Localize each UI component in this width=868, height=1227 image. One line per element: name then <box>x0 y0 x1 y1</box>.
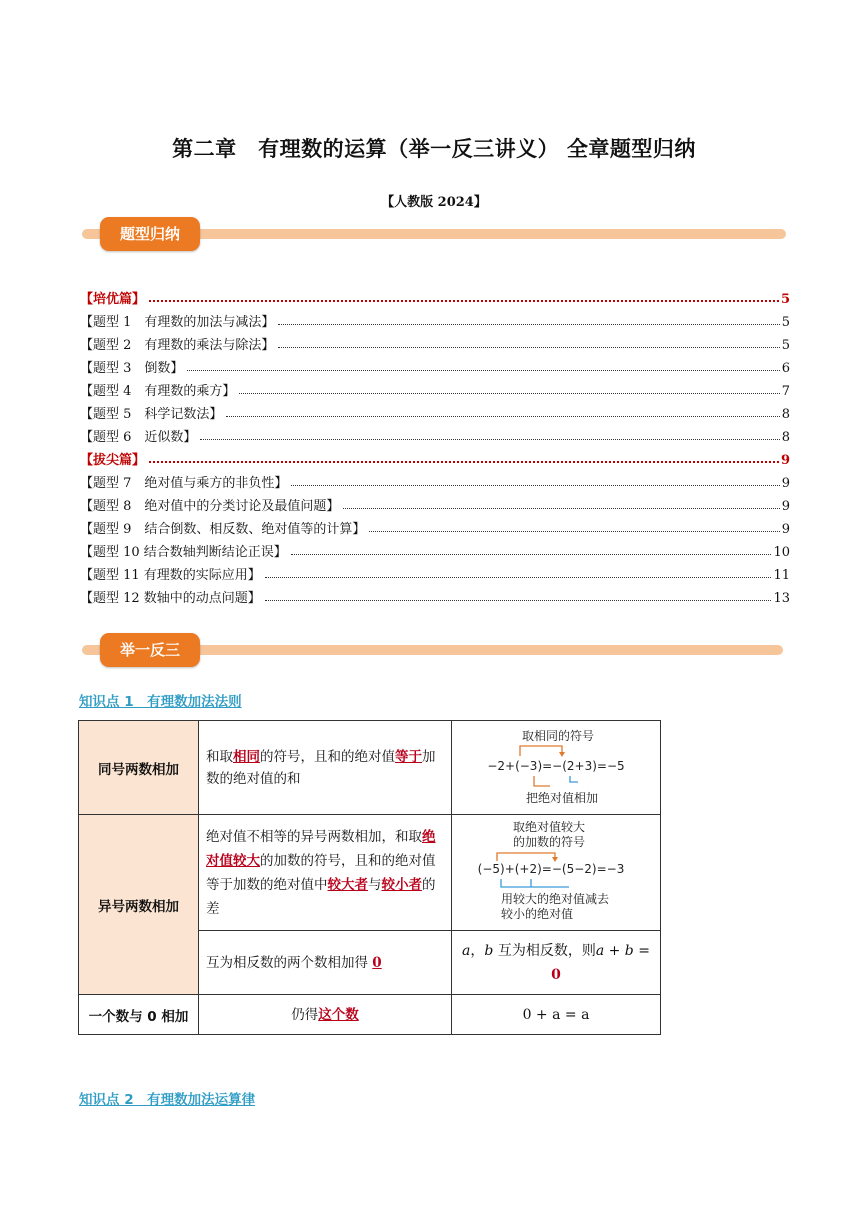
toc-entry-label: 【题型 12 数轴中的动点问题】 <box>80 591 261 606</box>
rule-text: 互为相反数的两个数相加得 0 <box>199 931 452 995</box>
section-tab-question-types: 题型归纳 <box>100 217 200 251</box>
row-head: 异号两数相加 <box>79 815 199 995</box>
toc-entry-label: 【培优篇】 <box>80 292 146 307</box>
toc-leader-dots <box>226 416 779 417</box>
toc-leader-dots <box>239 393 779 394</box>
toc-leader-dots <box>291 554 772 555</box>
toc-leader-dots <box>149 461 779 463</box>
toc-entry[interactable] <box>80 422 790 445</box>
toc-page-number: 5 <box>781 315 790 330</box>
opposite-example <box>452 931 661 995</box>
toc-leader-dots <box>278 347 779 348</box>
toc-entry[interactable] <box>80 537 790 560</box>
toc-entry[interactable] <box>80 445 790 468</box>
toc-leader-dots <box>343 508 779 509</box>
toc-leader-dots <box>200 439 779 440</box>
toc-page-number: 13 <box>773 591 790 606</box>
toc-entry-label: 【题型 6 近似数】 <box>80 430 197 445</box>
toc-page-number: 9 <box>781 499 790 514</box>
toc-leader-dots <box>265 577 772 578</box>
zero-example <box>452 995 661 1035</box>
row-head: 一个数与 0 相加 <box>79 995 199 1035</box>
addition-rules-table <box>78 720 661 1035</box>
toc-entry[interactable] <box>80 583 790 606</box>
section-tab-examples: 举一反三 <box>100 633 200 667</box>
toc-entry[interactable] <box>80 330 790 353</box>
toc-page-number: 11 <box>773 568 790 583</box>
svg-text:把绝对值相加: 把绝对值相加 <box>525 790 599 805</box>
svg-text:取相同的符号: 取相同的符号 <box>521 728 595 743</box>
toc-entry[interactable] <box>80 376 790 399</box>
toc-page-number: 8 <box>781 407 790 422</box>
toc-leader-dots <box>149 300 779 302</box>
toc-entry-label: 【题型 7 绝对值与乘方的非负性】 <box>80 476 288 491</box>
opposite-sign-figure <box>471 817 641 925</box>
toc-page-number: 5 <box>780 292 790 307</box>
svg-text:较小的绝对值: 较小的绝对值 <box>500 906 574 921</box>
toc-entry[interactable] <box>80 491 790 514</box>
toc-leader-dots <box>265 600 772 601</box>
toc-entry-label: 【拔尖篇】 <box>80 453 146 468</box>
toc-entry-label: 【题型 4 有理数的乘方】 <box>80 384 236 399</box>
toc-page-number: 9 <box>781 522 790 537</box>
toc-page-number: 9 <box>780 453 790 468</box>
page-title: 第二章 有理数的运算（举一反三讲义） 全章题型归纳 <box>172 137 696 161</box>
toc-page-number: 6 <box>781 361 790 376</box>
toc-entry-label: 【题型 3 倒数】 <box>80 361 184 376</box>
rule-text: 绝对值不相等的异号两数相加，和取绝对值较大的加数的符号，且和的绝对值等于加数的绝对值中较大者与较小者的差 <box>199 815 452 931</box>
opposite-sign-diagram <box>452 815 661 931</box>
toc-entry[interactable] <box>80 468 790 491</box>
svg-text:的加数的符号: 的加数的符号 <box>512 834 586 849</box>
knowledge-point-title: 知识点 2 有理数加法运算律 <box>79 1092 256 1108</box>
toc-entry[interactable] <box>80 284 790 307</box>
toc-entry[interactable] <box>80 307 790 330</box>
toc-leader-dots <box>369 531 779 532</box>
toc-entry[interactable] <box>80 353 790 376</box>
toc-entry-label: 【题型 2 有理数的乘法与除法】 <box>80 338 275 353</box>
toc-entry[interactable] <box>80 514 790 537</box>
row-head: 同号两数相加 <box>79 721 199 815</box>
knowledge-point-title: 知识点 1 有理数加法法则 <box>79 694 242 710</box>
toc-entry[interactable] <box>80 399 790 422</box>
toc-entry-label: 【题型 5 科学记数法】 <box>80 407 223 422</box>
toc-leader-dots <box>278 324 779 325</box>
toc-page-number: 5 <box>781 338 790 353</box>
toc-page-number: 8 <box>781 430 790 445</box>
toc-entry-label: 【题型 9 结合倒数、相反数、绝对值等的计算】 <box>80 522 366 537</box>
rule-text: 仍得这个数 <box>199 995 452 1035</box>
table-of-contents <box>80 284 790 606</box>
toc-entry-label: 【题型 1 有理数的加法与减法】 <box>80 315 275 330</box>
toc-entry-label: 【题型 8 绝对值中的分类讨论及最值问题】 <box>80 499 340 514</box>
svg-text:(−5)+(+2)=−(5−2)=−3: (−5)+(+2)=−(5−2)=−3 <box>477 861 625 876</box>
example-text: 0 + a = a <box>522 1006 590 1023</box>
toc-entry-label: 【题型 10 结合数轴判断结论正误】 <box>80 545 287 560</box>
same-sign-diagram <box>452 721 661 815</box>
toc-entry-label: 【题型 11 有理数的实际应用】 <box>80 568 261 583</box>
svg-text:−2+(−3)=−(2+3)=−5: −2+(−3)=−(2+3)=−5 <box>487 758 625 773</box>
svg-text:用较大的绝对值减去: 用较大的绝对值减去 <box>500 891 610 906</box>
example-text: a，b 互为相反数，则a + b = 0 <box>462 942 650 983</box>
toc-page-number: 9 <box>781 476 790 491</box>
rule-text: 和取相同的符号，且和的绝对值等于加数的绝对值的和 <box>199 721 452 815</box>
toc-leader-dots <box>291 485 779 486</box>
toc-entry[interactable] <box>80 560 790 583</box>
svg-text:取绝对值较大: 取绝对值较大 <box>512 819 586 834</box>
toc-page-number: 10 <box>773 545 790 560</box>
toc-leader-dots <box>187 370 779 371</box>
same-sign-figure <box>476 724 636 808</box>
edition-label: 【人教版 2024】 <box>381 195 487 210</box>
toc-page-number: 7 <box>781 384 790 399</box>
